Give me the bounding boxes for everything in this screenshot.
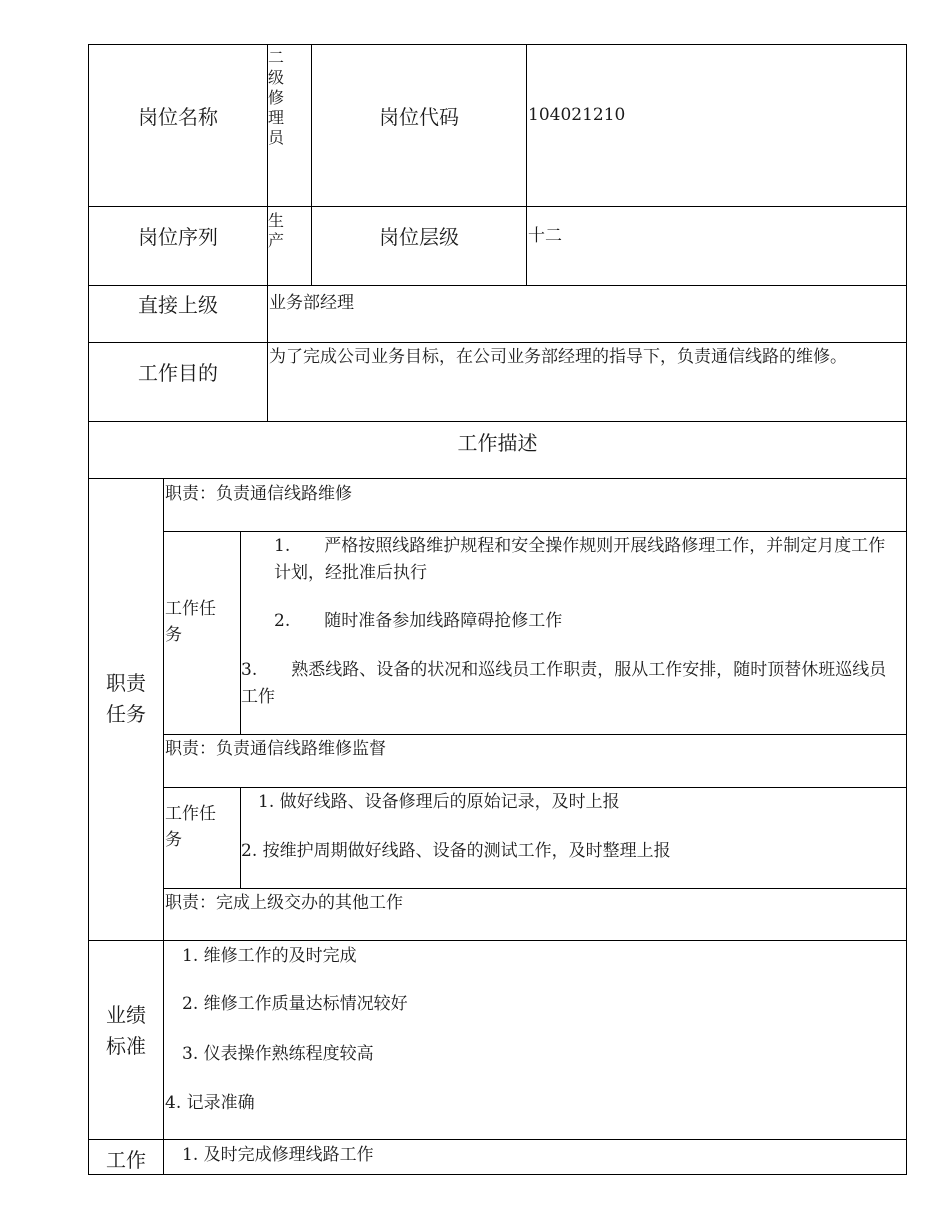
superior-label: 直接上级 (138, 293, 218, 317)
duty-3: 职责：完成上级交办的其他工作 (165, 893, 403, 913)
post-name-value: 二级修理员 (268, 48, 285, 147)
work-description-title: 工作描述 (457, 431, 538, 455)
performance-item-3: 3. 仪表操作熟练程度较高 (182, 1044, 374, 1064)
task-1-label: 工作任务 (165, 599, 216, 645)
post-code-value: 104021210 (528, 105, 626, 125)
purpose-label: 工作目的 (138, 361, 218, 385)
task-1-item-3: 3. 熟悉线路、设备的状况和巡线员工作职责，服从工作安排，随时顶替休班巡线员工作 (241, 660, 887, 707)
task-1-item-2: 2. 随时准备参加线路障碍抢修工作 (274, 611, 563, 631)
work-label: 工作 (106, 1148, 146, 1172)
post-sequence-label: 岗位序列 (138, 225, 218, 249)
work-item-1: 1. 及时完成修理线路工作 (182, 1145, 374, 1165)
task-1-item-1: 1. 严格按照线路维护规程和安全操作规则开展线路修理工作，并制定月度工作计划，经批准后执行 (274, 536, 886, 583)
task-2-item-2: 2. 按维护周期做好线路、设备的测试工作，及时整理上报 (241, 841, 671, 861)
duty-2: 职责：负责通信线路维修监督 (165, 739, 386, 759)
performance-item-2: 2. 维修工作质量达标情况较好 (182, 994, 408, 1014)
performance-label: 业绩标准 (106, 1003, 146, 1058)
performance-item-1: 1. 维修工作的及时完成 (182, 946, 357, 966)
duty-section-label: 职责任务 (106, 671, 146, 726)
post-code-label: 岗位代码 (379, 105, 459, 129)
superior-value: 业务部经理 (269, 293, 354, 313)
purpose-value: 为了完成公司业务目标，在公司业务部经理的指导下，负责通信线路的维修。 (269, 347, 847, 367)
duty-1: 职责：负责通信线路维修 (165, 484, 352, 504)
post-sequence-value: 生产 (268, 211, 285, 250)
task-2-label: 工作任务 (165, 804, 216, 850)
task-2-item-1: 1. 做好线路、设备修理后的原始记录，及时上报 (258, 792, 620, 812)
performance-item-4: 4. 记录准确 (165, 1093, 255, 1113)
post-level-value: 十二 (528, 226, 562, 246)
post-name-label: 岗位名称 (138, 105, 218, 129)
post-level-label: 岗位层级 (379, 225, 459, 249)
